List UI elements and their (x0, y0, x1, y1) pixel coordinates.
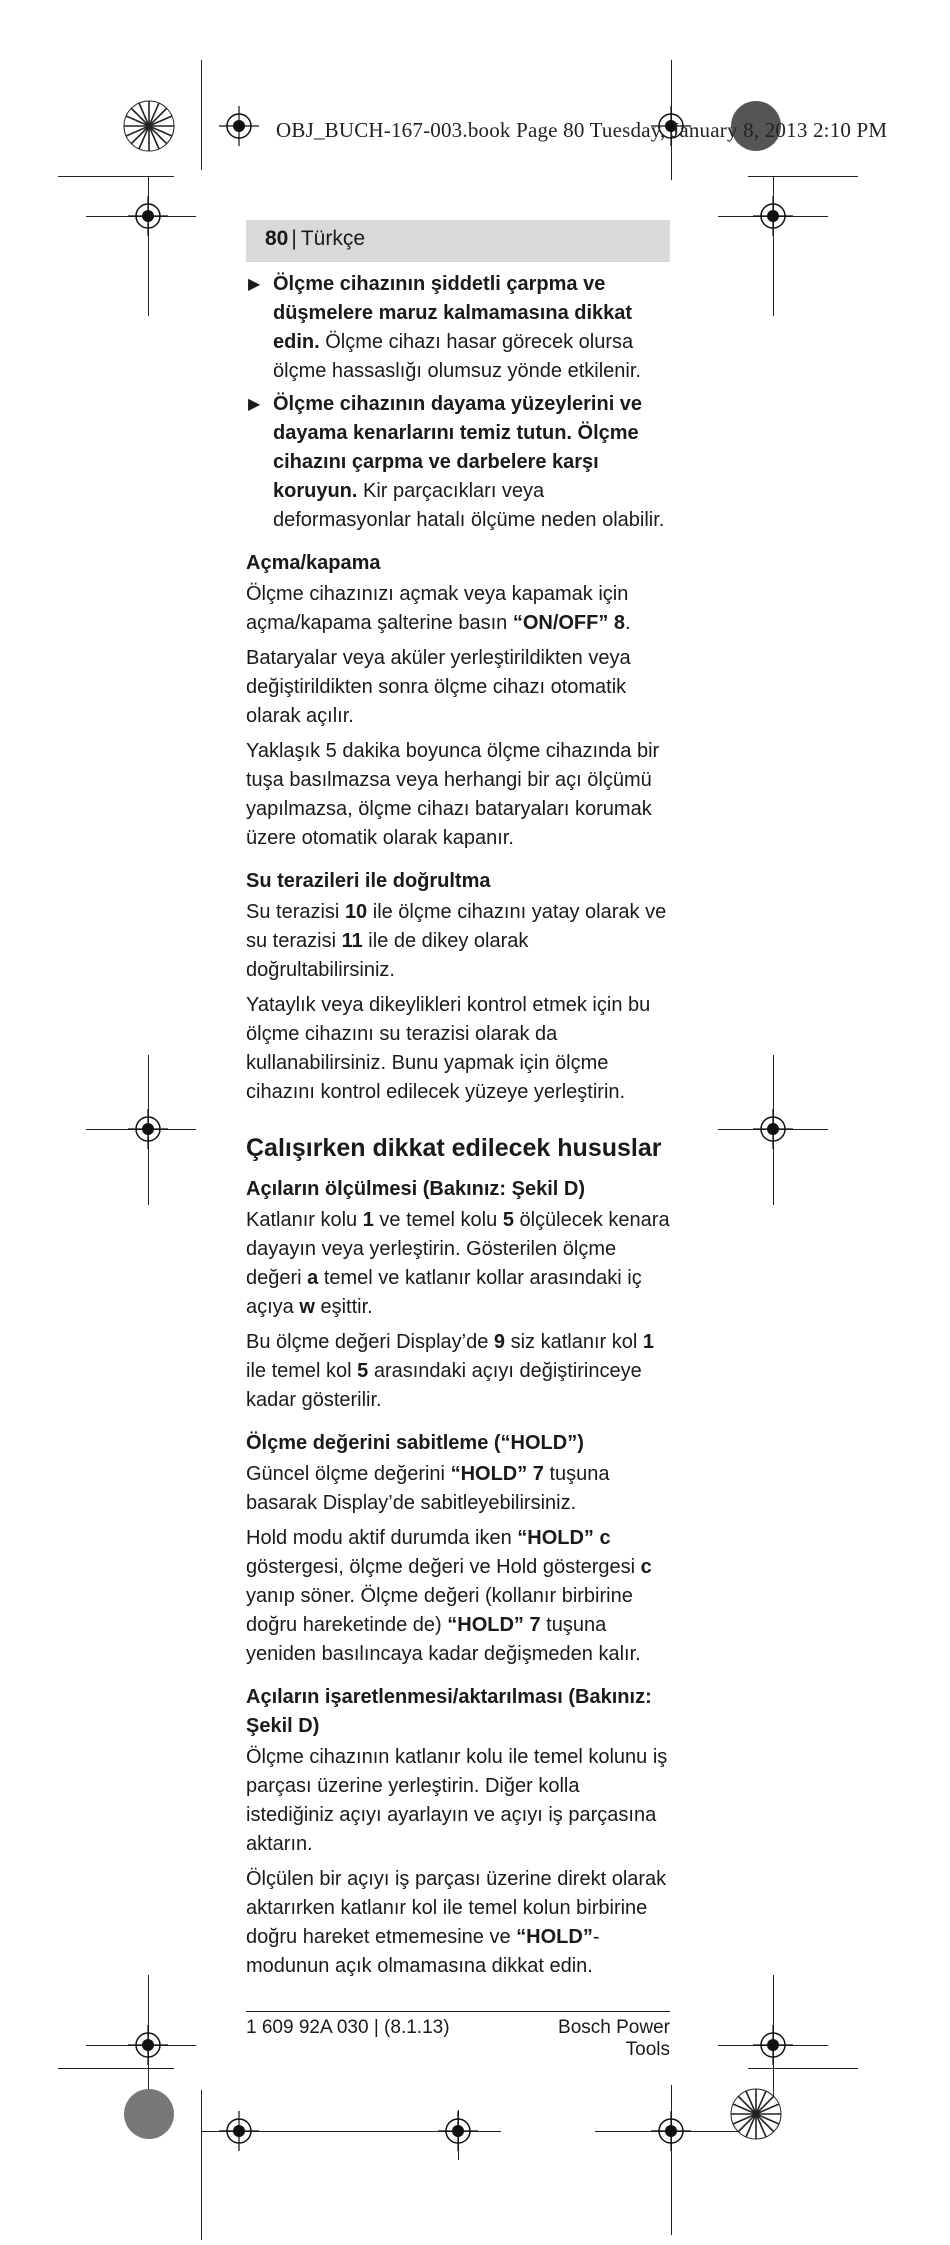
crop-mark (58, 2068, 174, 2069)
subheading-marking: Açıların işaretlenmesi/aktarılması (Bakınız: Şekil D) (246, 1686, 652, 1737)
text-span: yanıp söner. Ölçme değeri (kollanır birbirine doğru hareketinde de) (246, 1585, 633, 1636)
bold-reference: 5 (357, 1360, 369, 1382)
text-span: ile ölçme cihazını yatay olarak ve su terazisi (246, 901, 667, 952)
registration-target-icon (438, 2111, 478, 2151)
text-span: Hold modu aktif durumda iken (246, 1527, 518, 1549)
footer-brand: Bosch Power Tools (558, 2017, 670, 2060)
paragraph: Yataylık veya dikeylikleri kontrol etmek için bu ölçme cihazını su terazisi olarak da kullanabilirsiniz. Bunu yapmak için ölçme cihazını kontrol edilecek yüzeye yerleştirin. (246, 994, 651, 1103)
page-number: 80 (265, 227, 289, 250)
footer-doc-number: 1 609 92A 030 | (8.1.13) (246, 2017, 450, 2038)
text-span: tuşuna basarak Display’de sabitleyebilirsiniz. (246, 1463, 610, 1514)
text-span: göstergesi, ölçme değeri ve Hold göstergesi (246, 1556, 641, 1578)
gray-patch-icon (123, 2088, 175, 2140)
bold-reference: w (299, 1296, 315, 1318)
bold-reference: a (307, 1267, 319, 1289)
registration-target-icon (219, 2111, 259, 2151)
page-content (246, 270, 670, 1987)
bold-reference: “HOLD” c (517, 1527, 611, 1549)
paragraph (246, 898, 670, 985)
subheading-levels: Su terazileri ile doğrultma (246, 870, 491, 892)
bold-reference: 1 (642, 1331, 654, 1353)
text-span: ve temel kolu (373, 1209, 503, 1231)
subheading-hold: Ölçme değerini sabitleme (“HOLD”) (246, 1432, 584, 1454)
bullet-arrow-icon: ▶ (248, 396, 261, 413)
paragraph (246, 1865, 670, 1981)
bold-reference: 10 (344, 901, 368, 923)
crop-mark (671, 2085, 672, 2235)
safety-bullet (246, 270, 670, 386)
text-span: Bu ölçme değeri Display’de (246, 1331, 494, 1353)
file-header: OBJ_BUCH-167-003.book Page 80 Tuesday, January 8, 2013 2:10 PM (276, 118, 888, 142)
bold-reference: 11 (341, 930, 363, 952)
starburst-target-icon (123, 100, 175, 152)
crop-mark (201, 60, 202, 170)
bold-reference: “HOLD” 7 (447, 1614, 541, 1636)
bullet-arrow-icon: ▶ (248, 276, 261, 293)
text-span: Güncel ölçme değerini (246, 1463, 451, 1485)
text-span: Ölçülen bir açıyı iş parçası üzerine direkt olarak aktarırken katlanır kol ile temel kolun birbirine doğru hareket etmemesine ve (246, 1868, 667, 1948)
text-span: ile de dikey olarak doğrultabilirsiniz. (246, 930, 529, 981)
crop-mark (58, 176, 174, 177)
bullet-bold-text: Ölçme cihazının şiddetli çarpma ve düşmelere maruz kalmamasına dikkat edin. (273, 273, 633, 353)
registration-target-icon (753, 1109, 793, 1149)
bold-reference: “HOLD” (516, 1926, 593, 1948)
subheading-on-off: Açma/kapama (246, 552, 381, 574)
paragraph (246, 580, 670, 638)
text-span: temel ve katlanır kollar arasındaki iç açıya (246, 1267, 642, 1318)
section-title: Çalışırken dikkat edilecek hususlar (246, 1134, 662, 1162)
paragraph (246, 1524, 670, 1669)
paragraph (246, 1206, 670, 1322)
registration-target-icon (128, 1109, 168, 1149)
header-separator: | (291, 227, 297, 250)
bold-reference: 1 (362, 1209, 374, 1231)
crop-mark (748, 2068, 858, 2069)
safety-bullet (246, 390, 670, 535)
bullet-text: Kir parçacıkları veya deformasyonlar hatalı ölçüme neden olabilir. (273, 480, 665, 531)
paragraph: Ölçme cihazının katlanır kolu ile temel kolunu iş parçası üzerine yerleştirin. Diğer kolla istediğiniz açıyı ayarlayın ve açıyı iş parçasına aktarın. (246, 1746, 668, 1855)
text-span: ile temel kol (246, 1360, 358, 1382)
text-span: arasındaki açıyı değiştirinceye kadar gösterilir. (246, 1360, 642, 1411)
text-span: Katlanır kolu (246, 1209, 363, 1231)
page-number-group (265, 227, 365, 251)
paragraph: Bataryalar veya aküler yerleştirildikten veya değiştirildikten sonra ölçme cihazı otomatik olarak açılır. (246, 647, 631, 727)
text-span: -modunun açık olmamasına dikkat edin. (246, 1926, 600, 1977)
paragraph (246, 1460, 670, 1518)
text-span: siz katlanır kol (505, 1331, 643, 1353)
paragraph: Yaklaşık 5 dakika boyunca ölçme cihazında bir tuşa basılmazsa veya herhangi bir açı ölçümü yapılmazsa, ölçme cihazı bataryaları korumak üzere otomatik olarak kapanır. (246, 740, 660, 849)
bold-reference: “HOLD” 7 (450, 1463, 544, 1485)
bold-reference: 5 (502, 1209, 514, 1231)
text-span: ölçülecek kenara dayayın veya yerleştirin. Gösterilen ölçme değeri (246, 1209, 670, 1289)
page-header (246, 220, 670, 262)
text-span: Ölçme cihazınızı açmak veya kapamak için açma/kapama şalterine basın (246, 583, 629, 634)
text-span: Su terazisi (246, 901, 345, 923)
registration-target-icon (219, 106, 259, 146)
text-span: eşittir. (314, 1296, 373, 1318)
footer-rule (246, 2011, 670, 2012)
crop-mark (748, 176, 858, 177)
bold-reference: “ON/OFF” 8 (512, 612, 626, 634)
language-label: Türkçe (300, 227, 366, 250)
starburst-target-icon (730, 2088, 782, 2140)
bold-reference: c (640, 1556, 652, 1578)
registration-target-icon (128, 196, 168, 236)
paragraph (246, 1328, 670, 1415)
bold-reference: 9 (493, 1331, 506, 1353)
bullet-text: Ölçme cihazı hasar görecek olursa ölçme hassaslığı olumsuz yönde etkilenir. (273, 331, 641, 382)
subheading-measuring: Açıların ölçülmesi (Bakınız: Şekil D) (246, 1178, 585, 1200)
bullet-bold-text: Ölçme cihazının dayama yüzeylerini ve dayama kenarlarını temiz tutun. Ölçme cihazını çarpma ve darbelere karşı koruyun. (273, 393, 643, 502)
text-span: . (625, 612, 631, 634)
registration-target-icon (753, 196, 793, 236)
registration-target-icon (651, 2111, 691, 2151)
registration-target-icon (128, 2025, 168, 2065)
registration-target-icon (753, 2025, 793, 2065)
text-span: tuşuna yeniden basılıncaya kadar değişmeden kalır. (246, 1614, 641, 1665)
crop-mark (201, 2090, 202, 2240)
